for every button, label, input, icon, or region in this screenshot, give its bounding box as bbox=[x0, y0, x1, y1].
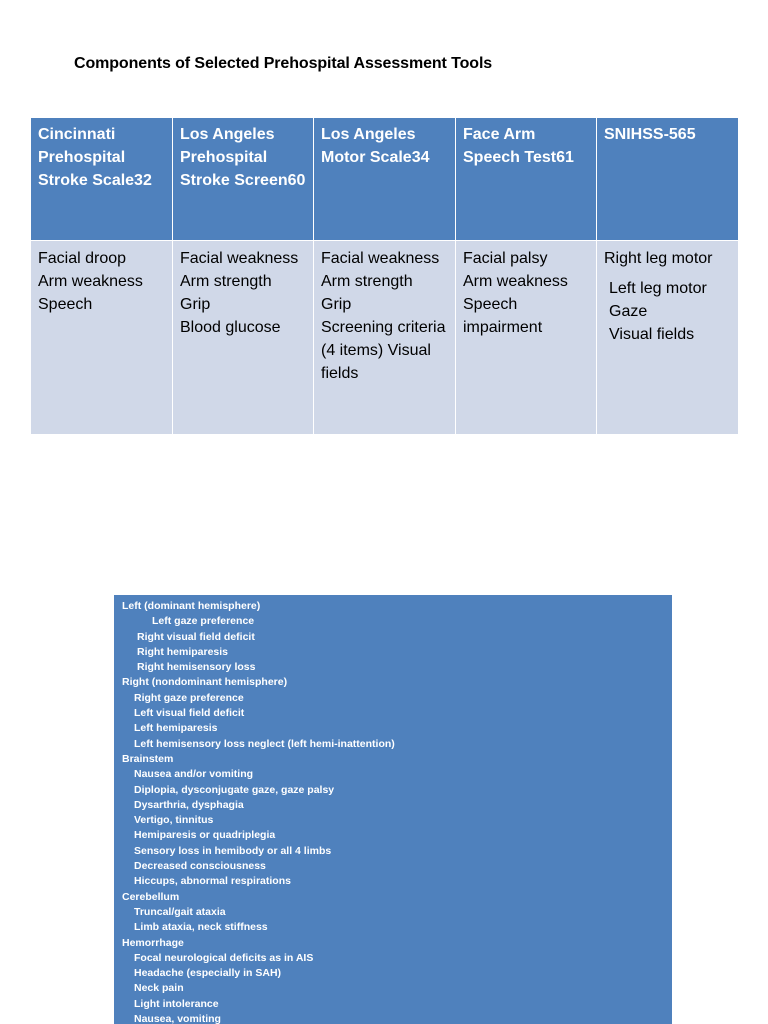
list-item: Nausea and/or vomiting bbox=[134, 768, 254, 781]
list-item: Hemiparesis or quadriplegia bbox=[134, 829, 276, 842]
table-header-row bbox=[31, 118, 739, 241]
stroke-location-box bbox=[114, 595, 672, 1024]
list-item: Right hemiparesis bbox=[137, 645, 229, 658]
list-item: Speech bbox=[38, 296, 93, 313]
list-item: Nausea, vomiting bbox=[134, 1013, 221, 1024]
list-item: Sensory loss in hemibody or all 4 limbs bbox=[134, 844, 332, 857]
list-item: Left leg motor bbox=[609, 280, 707, 297]
table-row bbox=[31, 241, 739, 435]
list-item: Vertigo, tinnitus bbox=[134, 814, 214, 827]
cell-snihss bbox=[597, 241, 739, 435]
list-item: Visual fields bbox=[609, 326, 695, 343]
list-item: Hiccups, abnormal respirations bbox=[134, 875, 291, 888]
header-fast: Face Arm Speech Test61 bbox=[456, 118, 597, 241]
stroke-symptom-list bbox=[114, 595, 672, 1024]
list-item: Left gaze preference bbox=[152, 615, 255, 628]
assessment-tools-table bbox=[30, 117, 739, 435]
list-item: Arm weakness bbox=[463, 273, 568, 290]
section-left-hemisphere: Left (dominant hemisphere) bbox=[122, 600, 261, 612]
list-item: Truncal/gait ataxia bbox=[134, 905, 226, 918]
section-cerebellum: Cerebellum bbox=[122, 890, 180, 903]
list-item: Left hemisensory loss neglect (left hemi-inattention) bbox=[134, 737, 395, 750]
list-item: Neck pain bbox=[134, 982, 184, 995]
list-item: Right gaze preference bbox=[134, 691, 244, 704]
list-item: Facial palsy bbox=[463, 250, 548, 267]
header-lams: Los Angeles Motor Scale34 bbox=[314, 118, 456, 241]
header-cincinnati: Cincinnati Prehospital Stroke Scale32 bbox=[31, 118, 173, 241]
list-item: Arm weakness bbox=[38, 273, 143, 290]
list-item: Diplopia, dysconjugate gaze, gaze palsy bbox=[134, 783, 335, 796]
cell-lapss bbox=[173, 241, 314, 435]
list-item: Grip bbox=[321, 296, 352, 313]
list-item: Right hemisensory loss bbox=[137, 661, 256, 674]
list-item: Left hemiparesis bbox=[134, 722, 218, 735]
list-item: Gaze bbox=[609, 303, 648, 320]
list-item: Blood glucose bbox=[180, 319, 281, 336]
cell-cincinnati bbox=[31, 241, 173, 435]
list-item: Arm strength bbox=[321, 273, 413, 290]
list-item: Right leg motor bbox=[604, 250, 713, 267]
list-item: Grip bbox=[180, 296, 211, 313]
list-item: Facial droop bbox=[38, 250, 127, 267]
header-snihss: SNIHSS-565 bbox=[597, 118, 739, 241]
list-item: Facial weakness bbox=[180, 250, 299, 267]
list-item: Decreased consciousness bbox=[134, 860, 266, 873]
section-right-hemisphere: Right (nondominant hemisphere) bbox=[122, 676, 288, 689]
section-hemorrhage: Hemorrhage bbox=[122, 936, 184, 949]
list-item: Dysarthria, dysphagia bbox=[134, 798, 244, 811]
list-item: Screening criteria (4 items) Visual fields bbox=[321, 319, 446, 382]
list-item: Limb ataxia, neck stiffness bbox=[134, 921, 268, 934]
list-item: Right visual field deficit bbox=[137, 630, 255, 643]
cell-lams bbox=[314, 241, 456, 435]
page-title: Components of Selected Prehospital Assessment Tools bbox=[74, 55, 493, 72]
list-item: Facial weakness bbox=[321, 250, 440, 267]
list-item: Headache (especially in SAH) bbox=[134, 967, 282, 980]
list-item: Light intolerance bbox=[134, 997, 219, 1010]
list-item: Focal neurological deficits as in AIS bbox=[134, 951, 314, 964]
cell-fast bbox=[456, 241, 597, 435]
header-lapss: Los Angeles Prehospital Stroke Screen60 bbox=[173, 118, 314, 241]
list-item: Speech impairment bbox=[463, 296, 543, 336]
list-item: Arm strength bbox=[180, 273, 272, 290]
section-brainstem: Brainstem bbox=[122, 752, 174, 765]
list-item: Left visual field deficit bbox=[134, 707, 245, 720]
